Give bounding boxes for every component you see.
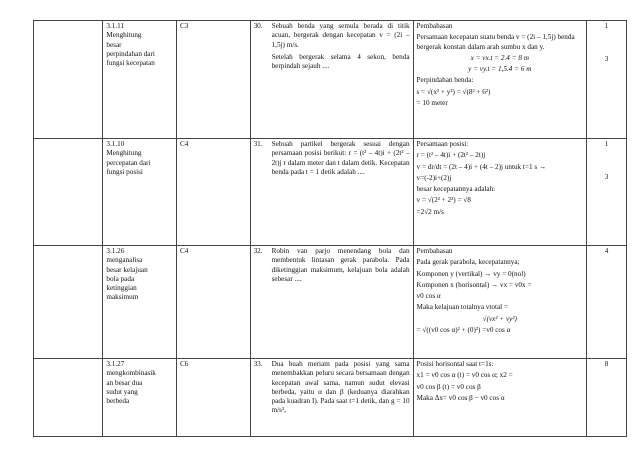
table-row (34, 359, 627, 437)
equation-line: √(vx² + vy²) (482, 314, 517, 323)
solution-line: Persamaan kecepatan suatu benda v = (2i – 1,5j) benda bergerak konstan dalam arah sumbu x dan y. (416, 33, 575, 51)
score-cell (587, 359, 627, 437)
kd-line: Menghitung (106, 31, 142, 40)
solution-line: Pembahasan (416, 22, 453, 30)
question-cell (250, 359, 413, 437)
equation-line: Maka Δx= v0 cos β − v0 cos α (416, 393, 505, 402)
equation-line: x = vx.t = 2.4 = 8 m (470, 53, 529, 62)
score-value: 1 (604, 140, 609, 148)
solution-line: = 10 meter (416, 99, 448, 108)
score-value: 3 (604, 55, 609, 64)
equation-line: v = dr/dt = (2t – 4)i + (4t – 2)j untuk t=1 s → (416, 162, 547, 171)
level-cell: C3 (176, 21, 250, 139)
table-row (34, 139, 627, 246)
equation-line: s = √(x² + y²) = √(8² + 6²) (416, 87, 491, 96)
solution-line: Komponen x (horisontal) → vx = v0x = (416, 280, 532, 289)
solution-line: Posisi horisontal saat t=1s: (416, 360, 494, 368)
question-text: Setelah bergerak selama 4 sekon, benda berpindah sejauh .... (271, 52, 410, 71)
kd-line: maksimum (106, 293, 139, 302)
kd-line: ketinggian (106, 284, 137, 293)
equation-line: r = (t² – 4t)i + (2t² – 2t)j (416, 151, 486, 160)
solution-cell (413, 21, 586, 139)
question-cell (250, 21, 413, 139)
question-text: Sebuah benda yang semula berada di titik acuan, bergerak dengan kecepatan v = (2i – 1,5j) m/s. (271, 22, 410, 49)
kd-code: 3.1.27 (106, 360, 125, 368)
level-cell: C4 (176, 139, 250, 246)
empty-cell (34, 246, 103, 359)
solution-line: Pada gerak parabola, kecepatannya; (416, 258, 520, 267)
question-number: 32. (253, 247, 263, 255)
kd-code: 3.1.11 (106, 22, 125, 30)
kd-line: an besar dua (106, 378, 143, 387)
question-number: 30. (253, 22, 263, 30)
equation-line: v = √(2² + 2²) = √8 (416, 196, 471, 205)
kd-line: fungsi kecepatan (106, 59, 155, 68)
kd-line: besar kelajuan (106, 265, 148, 274)
score-value: 4 (604, 247, 609, 255)
kd-line: sudut yang (106, 387, 138, 396)
kd-line: bola pada (106, 274, 135, 283)
question-text: Sebuah partikel bergerak sesuai dengan persamaan posisi berikut: r = (t² – 4t)i + (2t² – 2t)j r dalam meter dan t dalam detik. Kecepatan benda pada t = 1 detik adalah .... (271, 140, 410, 176)
solution-line: =2√2 m/s (416, 207, 444, 216)
solution-line: Komponen y (vertikal) → vy = 0(nol) (416, 269, 526, 278)
kd-line: percepatan dari (106, 158, 151, 167)
table-row (34, 246, 627, 359)
kd-line: perpindahan dari (106, 49, 155, 58)
level-cell: C4 (176, 246, 250, 359)
solution-cell (413, 359, 586, 437)
question-cell (250, 139, 413, 246)
question-number: 33. (253, 360, 263, 368)
table-row (34, 21, 627, 139)
score-cell (587, 246, 627, 359)
question-text: Dua buah meriam pada posisi yang sama menembakkan peluru secara bersamaan dengan kecepatan awal sama, namun sudut elevasi berbeda, yaitu α dan β (keduanya diarahkan pada kuadran I). Pada saat t=1 detik, dan g = 10 m/s², (271, 360, 410, 415)
solution-line: Maka kelajuan totalnya vtotal = (416, 303, 509, 312)
score-value: 1 (604, 22, 609, 30)
equation-line: y = vy.t = 1,5.4 = 6 m (468, 65, 532, 74)
solution-line: Persamaan posisi: (416, 140, 469, 148)
question-cell (250, 246, 413, 359)
kd-line: menganalisa (106, 256, 143, 265)
score-cell (587, 139, 627, 246)
solution-cell (413, 246, 586, 359)
solution-line: Perpindahan benda: (416, 76, 474, 85)
solution-line: Pembahasan (416, 247, 453, 255)
equation-line: v=(-2)i+(2)j (416, 173, 452, 182)
equation-line: = √((v0 cos α)² + (0)²) =v0 cos α (416, 326, 511, 335)
empty-cell (34, 21, 103, 139)
score-value: 3 (604, 173, 609, 182)
question-text: Robin van parjo menendang bola dan membentuk lintasan gerak parabola. Pada diketinggian maksimum, kelajuan bola adalah sebesar .... (271, 247, 410, 283)
equation-line: x1 = v0 cos α (t) = v0 cos α; x2 = (416, 371, 513, 380)
solution-line: besar kecepatannya adalah: (416, 185, 496, 194)
score-value: 8 (604, 360, 609, 368)
kd-cell (103, 139, 177, 246)
kd-code: 3.1.10 (106, 140, 125, 148)
kd-line: mengkombinasik (106, 369, 156, 378)
score-cell (587, 21, 627, 139)
kd-line: berbeda (106, 397, 130, 406)
equation-line: v0 cos β (t) = v0 cos β (416, 382, 481, 391)
question-grid-table (33, 20, 627, 437)
kd-code: 3.1.26 (106, 247, 125, 255)
kd-cell (103, 359, 177, 437)
kd-line: fungsi posisi (106, 167, 143, 176)
empty-cell (34, 359, 103, 437)
level-cell: C6 (176, 359, 250, 437)
kd-line: besar (106, 40, 122, 49)
solution-cell (413, 139, 586, 246)
kd-line: Menghitung (106, 149, 142, 158)
solution-line: v0 cos α (416, 292, 441, 301)
kd-cell (103, 246, 177, 359)
question-number: 31. (253, 140, 263, 148)
kd-cell (103, 21, 177, 139)
empty-cell (34, 139, 103, 246)
